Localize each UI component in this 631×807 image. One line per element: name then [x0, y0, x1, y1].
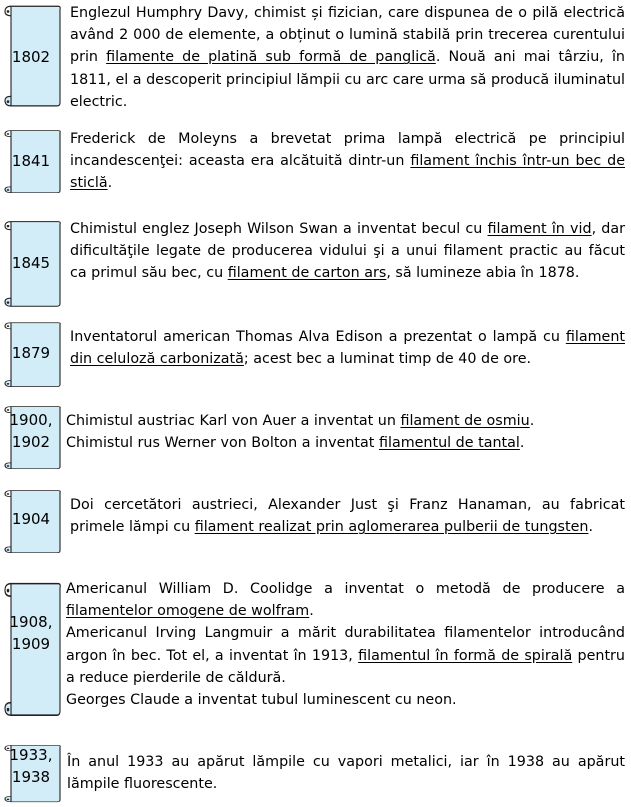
entry-paragraph	[70, 218, 625, 285]
underlined-term: filamentelor omogene de wolfram	[66, 603, 310, 620]
text-segment: Frederick de Moleyns a brevetat prima lampă electrică pe principiul incandescenţei: aceasta era alcătuită dintr-un	[70, 131, 625, 170]
text-segment: Americanul Irving Langmuir a mărit durabilitatea filamentelor introducând argon în bec. Tot el, a inventat în 1913,	[66, 625, 625, 664]
timeline-entry	[0, 218, 631, 308]
timeline-entry	[0, 488, 631, 554]
year-label: 1845	[11, 254, 51, 272]
text-segment: Inventatorul american Thomas Alva Edison a prezentat o lampă cu	[70, 329, 566, 345]
entry-paragraph	[70, 326, 625, 370]
text-segment: .	[588, 519, 593, 536]
entry-paragraph	[70, 2, 625, 113]
text-segment: pentru a reduce pierderile de căldură.	[66, 647, 625, 686]
year-label: 1841	[11, 152, 51, 170]
text-segment: Georges Claude a inventat tubul luminescent cu neon.	[66, 692, 457, 709]
text-segment: Chimistul englez Joseph Wilson Swan a inventat becul cu	[70, 221, 488, 237]
entry-paragraph	[70, 128, 625, 195]
text-segment: Doi cercetători austrieci, Alexander Just şi Franz Hanaman, au fabricat primele lămpi cu	[70, 497, 625, 536]
text-segment: ; acest bec a luminat timp de 40 de ore.	[243, 351, 532, 368]
text-segment: .	[309, 603, 314, 620]
underlined-term: filamentul în formă de spirală	[358, 647, 573, 664]
text-segment: Chimistul austriac Karl von Auer a inventat un	[66, 413, 401, 429]
timeline-entry	[0, 404, 631, 470]
underlined-term: filament de carton ars	[227, 265, 387, 282]
text-segment: .	[107, 175, 113, 192]
year-label: 1933, 1938	[9, 746, 53, 786]
year-label: 1904	[11, 510, 51, 528]
text-segment: . Nouă ani mai târziu, în 1811, el a descoperit principiul lămpii cu arc care urma să producă iluminatul electric.	[70, 49, 626, 110]
entry-paragraph	[67, 751, 625, 795]
text-segment: În anul 1933 au apărut lămpile cu vapori metalici, iar în 1938 au apărut lămpile fluorescente.	[67, 754, 625, 793]
entry-text	[70, 326, 625, 370]
entry-paragraph	[66, 578, 625, 622]
text-segment: .	[529, 413, 535, 429]
timeline-entry	[0, 578, 631, 718]
timeline-entry	[0, 128, 631, 194]
text-segment: Americanul William D. Coolidge a inventat o metodă de producere a	[66, 581, 625, 597]
underlined-term: filamentul de tantal	[378, 435, 520, 452]
year-label: 1900, 1902	[9, 411, 53, 451]
timeline-entry	[0, 2, 631, 108]
underlined-term: filament realizat prin aglomerarea pulberii de tungsten	[194, 519, 589, 536]
entry-paragraph	[70, 494, 625, 538]
entry-text	[70, 494, 625, 538]
underlined-term: filament de osmiu	[400, 413, 530, 429]
entry-text	[66, 578, 625, 711]
timeline-entry	[0, 320, 631, 388]
entry-paragraph	[66, 689, 625, 711]
entry-text	[70, 218, 625, 285]
timeline-entry	[0, 743, 631, 803]
underlined-term: filamente de platină sub formă de panglică	[106, 49, 436, 66]
underlined-term: filament închis într-un bec de sticlă	[70, 153, 625, 192]
underlined-term: filament în vid	[487, 221, 592, 237]
text-segment: , să lumineze abia în 1878.	[386, 265, 580, 282]
text-segment: Englezul Humphry Davy, chimist și fizician, care dispunea de o pilă electrică având 2 000 de elemente, a obținut o lumină stabilă prin trecerea curentului prin	[70, 5, 625, 66]
entry-text	[70, 128, 625, 195]
year-label: 1879	[11, 344, 51, 362]
underlined-term: filament din celuloză carbonizată	[70, 329, 625, 368]
year-label: 1802	[11, 48, 51, 66]
entry-text	[66, 410, 625, 454]
entry-paragraph	[66, 410, 625, 432]
text-segment: Chimistul rus Werner von Bolton a inventat	[66, 435, 379, 452]
text-segment: , dar dificultăţile legate de producerea vidului şi a unui filament practic au făcut ca primul său bec, cu	[70, 221, 625, 282]
year-label: 1908, 1909	[9, 613, 53, 653]
entry-text	[70, 2, 625, 113]
entry-paragraph	[66, 432, 625, 454]
entry-paragraph	[66, 622, 625, 689]
text-segment: .	[519, 435, 525, 452]
entry-text	[67, 751, 625, 795]
